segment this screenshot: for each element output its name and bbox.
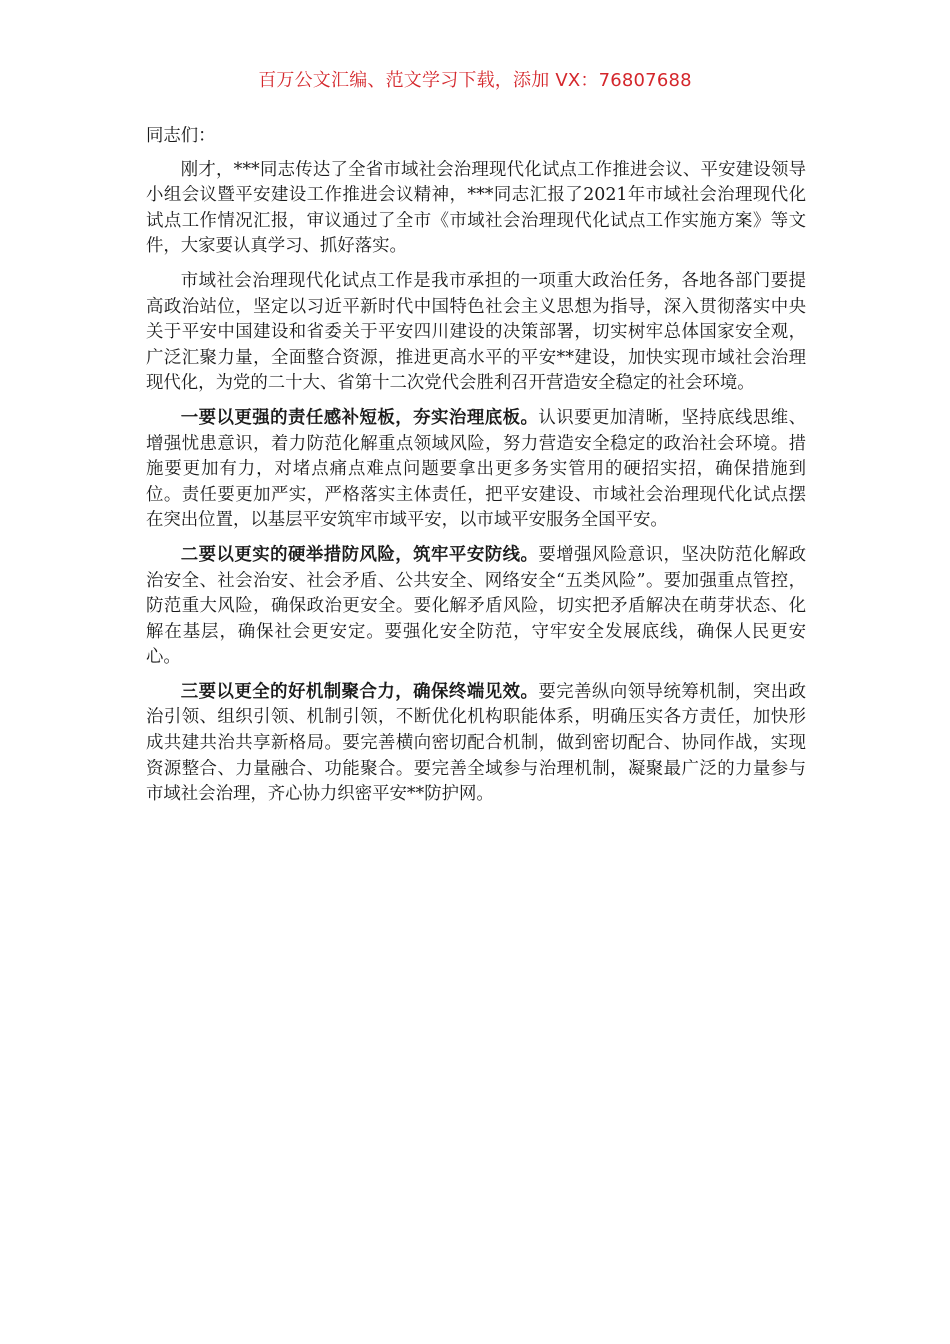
paragraph-5-text: 要完善纵向领导统筹机制，突出政治引领、组织引领、机制引领，不断优化机构职能体系，明确压实各方责任，加快形成共建共治共享新格局。要完善横向密切配合机制，做到密切配合、协同作战，实现资源整合、力量融合、功能聚合。要完善全域参与治理机制，凝聚最广泛的力量参与市域社会治理，齐心协力织密平安**防护网。 [146,681,806,805]
paragraph-3-text: 认识要更加清晰，坚持底线思维、增强忧患意识，着力防范化解重点领域风险，努力营造安全稳定的政治社会环境。措施要更加有力，对堵点痛点难点问题要拿出更多务实管用的硬招实招，确保措施到位。责任要更加严实，严格落实主体责任，把平安建设、市域社会治理现代化试点摆在突出位置，以基层平安筑牢市域平安，以市域平安服务全国平安。 [146,407,806,531]
paragraph-3-lead: 一要以更强的责任感补短板，夯实治理底板。 [180,407,539,428]
paragraph-5 [146,680,806,808]
paragraph-1 [146,158,806,260]
paragraph-4 [146,543,806,671]
paragraph-4-text: 要增强风险意识，坚决防范化解政治安全、社会治安、社会矛盾、公共安全、网络安全“五类风险”。要加强重点管控，防范重大风险，确保政治更安全。要化解矛盾风险，切实把矛盾解决在萌芽状态、化解在基层，确保社会更安定。要强化安全防范，守牢安全发展底线，确保人民更安心。 [146,544,806,668]
paragraph-2-text: 市域社会治理现代化试点工作是我市承担的一项重大政治任务，各地各部门要提高政治站位，坚定以习近平新时代中国特色社会主义思想为指导，深入贯彻落实中央关于平安中国建设和省委关于平安四川建设的决策部署，切实树牢总体国家安全观，广泛汇聚力量，全面整合资源，推进更高水平的平安**建设，加快实现市域社会治理现代化，为党的二十大、省第十二次党代会胜利召开营造安全稳定的社会环境。 [146,270,806,394]
salutation: 同志们： [146,126,216,146]
header-banner: 百万公文汇编、范文学习下载，添加 VX：76807688 [258,70,692,91]
paragraph-1-text: 刚才，***同志传达了全省市域社会治理现代化试点工作推进会议、平安建设领导小组会议暨平安建设工作推进会议精神，***同志汇报了2021年市域社会治理现代化试点工作情况汇报，审议通过了全市《市域社会治理现代化试点工作实施方案》等文件，大家要认真学习、抓好落实。 [146,159,806,257]
paragraph-2 [146,269,806,397]
document-body [146,124,806,817]
paragraph-5-lead: 三要以更全的好机制聚合力，确保终端见效。 [180,681,539,702]
paragraph-3 [146,406,806,534]
paragraph-4-lead: 二要以更实的硬举措防风险，筑牢平安防线。 [180,544,539,565]
